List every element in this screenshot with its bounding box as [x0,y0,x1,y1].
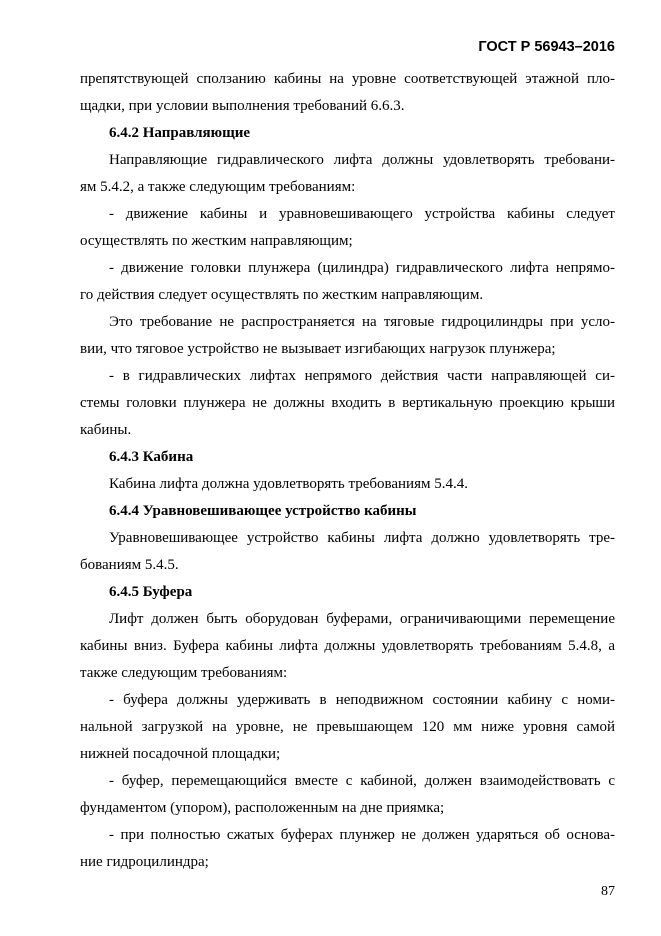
text-line: - движение кабины и уравновешивающего устройства кабины следует [109,206,615,222]
text-line: нижней посадочной площадки; [80,746,281,762]
text-line: - буфер, перемещающийся вместе с кабиной, должен взаимодействовать с [109,773,615,789]
text-line: ям 5.4.2, а также следующим требованиям: [80,179,356,195]
page-number: 87 [601,884,615,899]
section-heading: 6.4.2 Направляющие [109,125,251,141]
text-line: кабины вниз. Буфера кабины лифта должны удовлетворять требованиям 5.4.8, а [80,638,615,654]
text-line: осуществлять по жестким направляющим; [80,233,353,249]
text-line: - при полностью сжатых буферах плунжер не должен ударяться об основа- [109,827,615,843]
text-line: также следующим требованиям: [80,665,288,681]
document-code-header: ГОСТ Р 56943–2016 [478,39,615,55]
text-line: ние гидроцилиндра; [80,854,209,870]
text-line: - движение головки плунжера (цилиндра) гидравлического лифта непрямо- [109,260,615,276]
document-body [80,66,615,876]
text-line: Кабина лифта должна удовлетворять требованиям 5.4.4. [109,476,468,492]
text-line: стемы головки плунжера не должны входить в вертикальную проекцию крыши [80,395,615,411]
text-line: Это требование не распространяется на тяговые гидроцилиндры при усло- [109,314,615,330]
section-heading: 6.4.4 Уравновешивающее устройство кабины [109,503,417,519]
text-line: нальной загрузкой на уровне, не превышающем 120 мм ниже уровня самой [80,719,615,735]
text-line: Лифт должен быть оборудован буферами, ограничивающими перемещение [109,611,615,627]
text-line: - буфера должны удерживать в неподвижном состоянии кабину с номи- [109,692,615,708]
text-line: Уравновешивающее устройство кабины лифта должно удовлетворять тре- [109,530,615,546]
text-line: вии, что тяговое устройство не вызывает изгибающих нагрузок плунжера; [80,341,556,357]
text-line: препятствующей сползанию кабины на уровне соответствующей этажной пло- [80,71,615,87]
text-line: щадки, при условии выполнения требований 6.6.3. [80,98,405,114]
section-heading: 6.4.3 Кабина [109,449,194,465]
text-line: кабины. [80,422,132,438]
text-line: - в гидравлических лифтах непрямого действия части направляющей си- [109,368,615,384]
text-line: фундаментом (упором), расположенным на дне приямка; [80,800,445,816]
section-heading: 6.4.5 Буфера [109,584,193,600]
text-line: Направляющие гидравлического лифта должны удовлетворять требовани- [109,152,615,168]
text-line: бованиям 5.4.5. [80,557,179,573]
text-line: го действия следует осуществлять по жестким направляющим. [80,287,484,303]
